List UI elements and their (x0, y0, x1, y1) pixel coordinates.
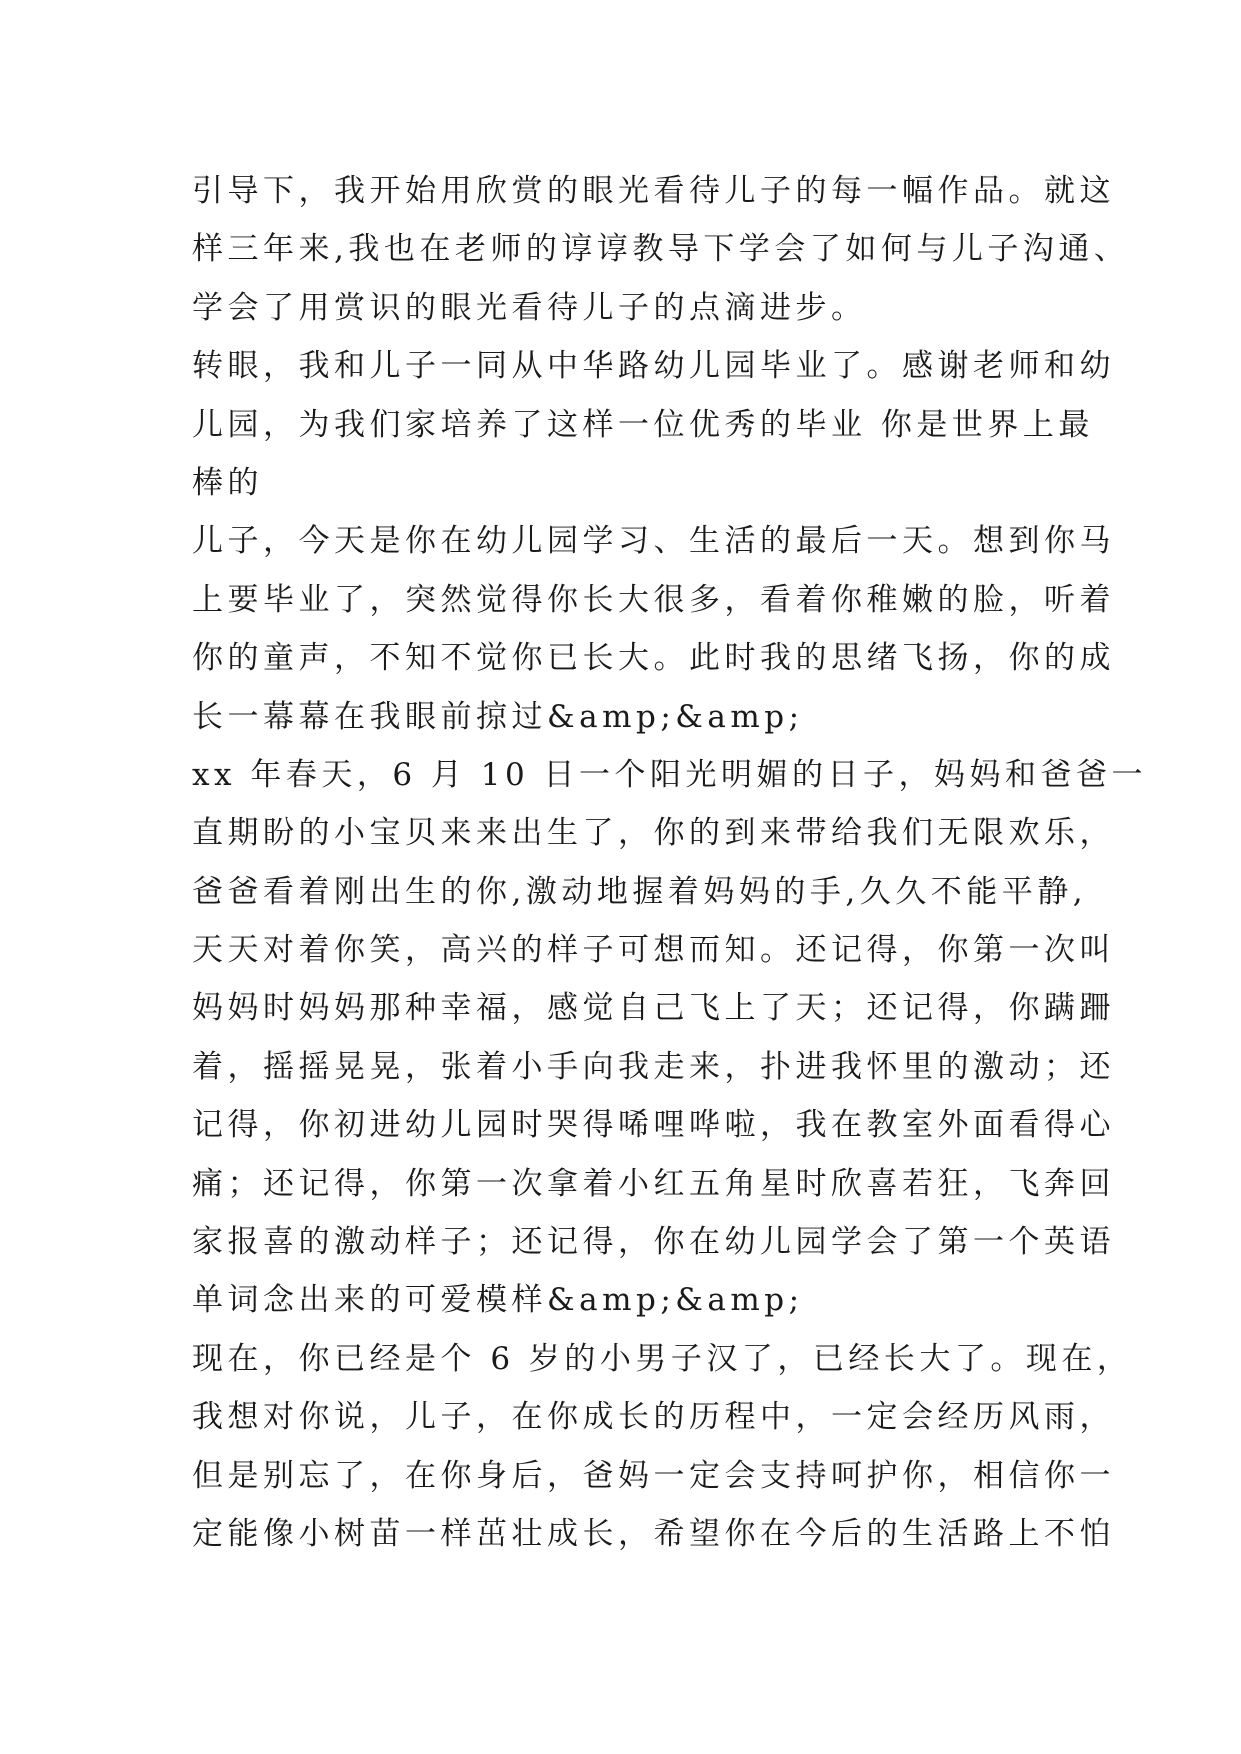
text-line: 你的童声，不知不觉你已长大。此时我的思绪飞扬，你的成 (192, 640, 1115, 677)
text-line: 着，摇摇晃晃，张着小手向我走来，扑进我怀里的激动；还 (192, 1048, 1115, 1085)
text-line: 现在，你已经是个 6 岁的小男子汉了，已经长大了。现在， (192, 1340, 1133, 1377)
text-line: 直期盼的小宝贝来来出生了，你的到来带给我们无限欢乐， (192, 815, 1115, 852)
text-line: 天天对着你笑，高兴的样子可想而知。还记得，你第一次叫 (192, 932, 1115, 969)
text-line: 单词念出来的可爱模样&amp;&amp; (192, 1282, 804, 1319)
text-line: xx 年春天，6 月 10 日一个阳光明媚的日子，妈妈和爸爸一 (192, 756, 1148, 793)
text-line: 但是别忘了，在你身后，爸妈一定会支持呵护你，相信你一 (192, 1457, 1115, 1494)
text-line: 引导下，我开始用欣赏的眼光看待儿子的每一幅作品。就这 (192, 173, 1115, 209)
text-line: 家报喜的激动样子；还记得，你在幼儿园学会了第一个英语 (192, 1224, 1115, 1261)
text-line: 爸爸看着刚出生的你,激动地握着妈妈的手,久久不能平静, (192, 873, 1088, 910)
text-line: 转眼，我和儿子一同从中华路幼儿园毕业了。感谢老师和幼 (192, 348, 1115, 385)
text-line: 学会了用赏识的眼光看待儿子的点滴进步。 (192, 289, 867, 326)
text-line: 我想对你说，儿子，在你成长的历程中，一定会经历风雨， (192, 1399, 1115, 1436)
text-line: 妈妈时妈妈那种幸福，感觉自己飞上了天；还记得，你蹒跚 (192, 990, 1115, 1027)
text-line: 棒的 (192, 464, 263, 501)
text-line: 定能像小树苗一样茁壮成长，希望你在今后的生活路上不怕 (192, 1515, 1115, 1552)
text-line: 上要毕业了，突然觉得你长大很多，看着你稚嫩的脸，听着 (192, 581, 1115, 618)
text-line: 儿子，今天是你在幼儿园学习、生活的最后一天。想到你马 (192, 523, 1115, 560)
body-text (192, 162, 1148, 1563)
text-line: 长一幕幕在我眼前掠过&amp;&amp; (192, 698, 804, 735)
text-line: 儿园，为我们家培养了这样一位优秀的毕业 你是世界上最 (192, 406, 1094, 443)
text-line: 记得，你初进幼儿园时哭得唏哩哗啦，我在教室外面看得心 (192, 1107, 1115, 1144)
text-line: 样三年来,我也在老师的谆谆教导下学会了如何与儿子沟通、 (192, 231, 1130, 268)
text-line: 痛；还记得，你第一次拿着小红五角星时欣喜若狂，飞奔回 (192, 1165, 1115, 1202)
